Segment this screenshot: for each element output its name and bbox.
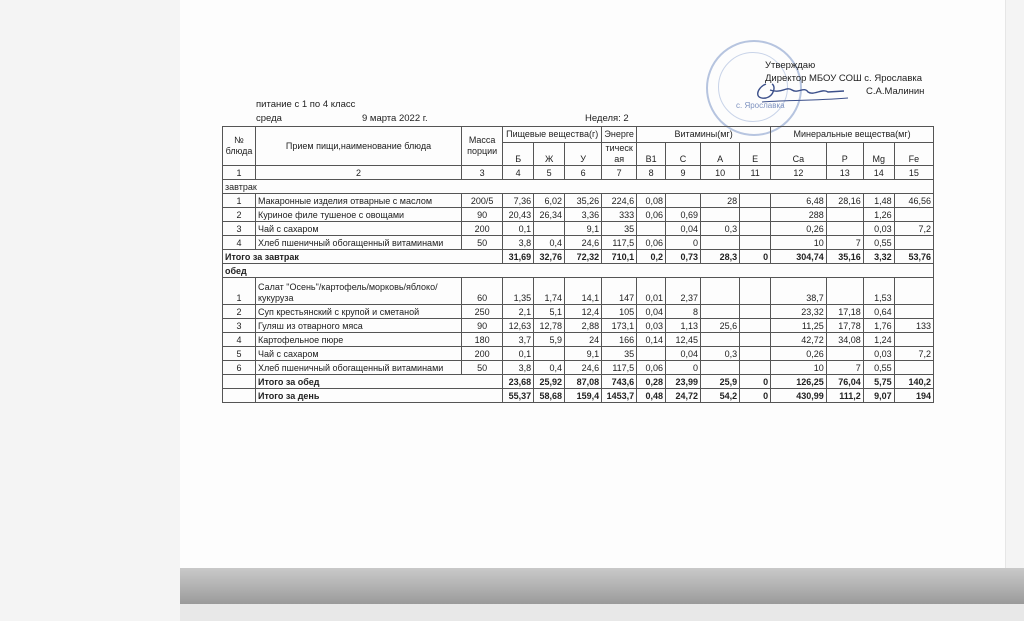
cell-ca: 288	[771, 208, 827, 222]
cell-name: Суп крестьянский с крупой и сметаной	[255, 305, 461, 319]
stamp-text: с. Ярославка	[736, 101, 785, 110]
col-number: 7	[602, 166, 637, 180]
cell-fe: 7,2	[894, 347, 933, 361]
cell-c: 0,69	[666, 208, 701, 222]
table-row	[223, 278, 934, 305]
menu-week: Неделя: 2	[585, 113, 629, 124]
cell-mass: 200	[462, 347, 503, 361]
cell-b1: 0,01	[637, 278, 666, 305]
cell-b1: 0,04	[637, 305, 666, 319]
sub-p: P	[826, 143, 863, 166]
col-number: 3	[462, 166, 503, 180]
cell-e	[740, 305, 771, 319]
col-number: 10	[701, 166, 740, 180]
cell-name: Хлеб пшеничный обогащенный витаминами	[255, 361, 461, 375]
approval-title: Утверждаю	[765, 60, 816, 71]
scanner-edge-lower	[180, 604, 1024, 621]
cell-ca: 0,26	[771, 347, 827, 361]
cell-mg: 0,55	[863, 361, 894, 375]
section-title-breakfast: завтрак	[223, 180, 934, 194]
approval-name: С.А.Малинин	[866, 86, 925, 97]
cell-n: 6	[223, 361, 256, 375]
cell-b: 3,8	[503, 361, 534, 375]
cell-a	[701, 208, 740, 222]
sub-b1: B1	[637, 143, 666, 166]
total-fe: 140,2	[894, 375, 933, 389]
cell-u: 14,1	[565, 278, 602, 305]
col-number: 5	[534, 166, 565, 180]
cell-b: 7,36	[503, 194, 534, 208]
total-p: 35,16	[826, 250, 863, 264]
breakfast-total-row	[223, 250, 934, 264]
cell-mg: 0,03	[863, 222, 894, 236]
total-mg: 3,32	[863, 250, 894, 264]
cell-p: 28,16	[826, 194, 863, 208]
cell-e	[740, 208, 771, 222]
cell-zh: 0,4	[534, 236, 565, 250]
sub-mg: Mg	[863, 143, 894, 166]
cell-mass: 200	[462, 222, 503, 236]
cell-name: Гуляш из отварного мяса	[255, 319, 461, 333]
cell-zh: 6,02	[534, 194, 565, 208]
total-c: 24,72	[666, 389, 701, 403]
cell-name: Чай с сахаром	[255, 222, 461, 236]
section-lunch-row	[223, 264, 934, 278]
cell-b1: 0,06	[637, 208, 666, 222]
cell-name: Картофельное пюре	[255, 333, 461, 347]
cell-ca: 38,7	[771, 278, 827, 305]
cell-mass: 50	[462, 361, 503, 375]
menu-table	[222, 126, 934, 403]
cell-n: 3	[223, 319, 256, 333]
cell-mg: 0,03	[863, 347, 894, 361]
cell-fe: 46,56	[894, 194, 933, 208]
cell-b: 0,1	[503, 222, 534, 236]
total-c: 0,73	[666, 250, 701, 264]
table-row	[223, 319, 934, 333]
total-u: 159,4	[565, 389, 602, 403]
header-energy-top: Энерге	[602, 127, 637, 143]
cell-zh: 12,78	[534, 319, 565, 333]
total-zh: 58,68	[534, 389, 565, 403]
cell-a	[701, 278, 740, 305]
sub-u: У	[565, 143, 602, 166]
menu-day: среда	[256, 113, 282, 124]
menu-date: 9 марта 2022 г.	[362, 113, 428, 124]
total-b: 31,69	[503, 250, 534, 264]
total-zh: 32,76	[534, 250, 565, 264]
approval-position: Директор МБОУ СОШ с. Ярославка	[765, 73, 923, 84]
cell-e	[740, 222, 771, 236]
cell-e	[740, 333, 771, 347]
cell-mass: 90	[462, 208, 503, 222]
cell-c: 1,13	[666, 319, 701, 333]
cell-p: 7	[826, 361, 863, 375]
cell-mg: 1,48	[863, 194, 894, 208]
cell-fe	[894, 333, 933, 347]
table-header-row	[223, 127, 934, 143]
header-num: № блюда	[223, 127, 256, 166]
cell-n: 5	[223, 347, 256, 361]
table-row	[223, 236, 934, 250]
menu-subtitle: питание с 1 по 4 класс	[256, 99, 356, 110]
cell-b: 3,8	[503, 236, 534, 250]
total-a: 54,2	[701, 389, 740, 403]
col-number: 2	[255, 166, 461, 180]
cell-n: 2	[223, 208, 256, 222]
cell-c: 2,37	[666, 278, 701, 305]
cell-b1: 0,03	[637, 319, 666, 333]
section-title-lunch: обед	[223, 264, 934, 278]
lunch-rows	[223, 278, 934, 375]
sub-c: C	[666, 143, 701, 166]
sub-a: A	[701, 143, 740, 166]
cell-en: 224,6	[602, 194, 637, 208]
cell-a: 25,6	[701, 319, 740, 333]
total-b: 55,37	[503, 389, 534, 403]
cell-c: 0,04	[666, 347, 701, 361]
cell-u: 24	[565, 333, 602, 347]
total-ca: 430,99	[771, 389, 827, 403]
cell-c: 0	[666, 236, 701, 250]
cell-ca: 23,32	[771, 305, 827, 319]
cell-en: 166	[602, 333, 637, 347]
cell-e	[740, 236, 771, 250]
sub-zh: Ж	[534, 143, 565, 166]
cell-p	[826, 222, 863, 236]
header-nutrients: Пищевые вещества(г)	[503, 127, 602, 143]
cell-name: Куриное филе тушеное с овощами	[255, 208, 461, 222]
cell-en: 173,1	[602, 319, 637, 333]
header-energy: тическ ая	[602, 143, 637, 166]
total-b: 23,68	[503, 375, 534, 389]
cell-n: 4	[223, 333, 256, 347]
cell-b: 1,35	[503, 278, 534, 305]
col-number: 12	[771, 166, 827, 180]
total-en: 710,1	[602, 250, 637, 264]
total-u: 87,08	[565, 375, 602, 389]
cell-mass: 50	[462, 236, 503, 250]
cell-zh: 1,74	[534, 278, 565, 305]
total-e: 0	[740, 250, 771, 264]
cell-fe	[894, 305, 933, 319]
cell-n: 1	[223, 278, 256, 305]
cell-n: 4	[223, 236, 256, 250]
cell-en: 117,5	[602, 236, 637, 250]
cell-b: 0,1	[503, 347, 534, 361]
cell-mass: 200/5	[462, 194, 503, 208]
cell-u: 9,1	[565, 222, 602, 236]
breakfast-rows	[223, 194, 934, 250]
cell-name: Салат "Осень"/картофель/морковь/яблоко/ кукуруза	[255, 278, 461, 305]
cell-p: 17,78	[826, 319, 863, 333]
cell-en: 147	[602, 278, 637, 305]
cell-e	[740, 194, 771, 208]
cell-name: Хлеб пшеничный обогащенный витаминами	[255, 236, 461, 250]
total-b1: 0,28	[637, 375, 666, 389]
total-label: Итого за завтрак	[223, 250, 503, 264]
sub-b: Б	[503, 143, 534, 166]
cell-zh: 26,34	[534, 208, 565, 222]
cell-e	[740, 278, 771, 305]
total-b1: 0,2	[637, 250, 666, 264]
cell-e	[740, 347, 771, 361]
cell-fe	[894, 208, 933, 222]
cell-blank	[223, 389, 256, 403]
cell-fe: 7,2	[894, 222, 933, 236]
col-number: 13	[826, 166, 863, 180]
day-total-row	[223, 389, 934, 403]
col-number: 6	[565, 166, 602, 180]
total-e: 0	[740, 375, 771, 389]
cell-ca: 6,48	[771, 194, 827, 208]
cell-b1	[637, 222, 666, 236]
total-u: 72,32	[565, 250, 602, 264]
total-ca: 126,25	[771, 375, 827, 389]
cell-fe: 133	[894, 319, 933, 333]
lunch-total-row	[223, 375, 934, 389]
total-b1: 0,48	[637, 389, 666, 403]
cell-en: 117,5	[602, 361, 637, 375]
cell-p	[826, 278, 863, 305]
cell-b1	[637, 347, 666, 361]
total-e: 0	[740, 389, 771, 403]
total-label: Итого за день	[255, 389, 502, 403]
cell-en: 35	[602, 347, 637, 361]
cell-u: 24,6	[565, 361, 602, 375]
cell-p	[826, 347, 863, 361]
column-number-row	[223, 166, 934, 180]
cell-fe	[894, 278, 933, 305]
cell-zh	[534, 347, 565, 361]
total-fe: 194	[894, 389, 933, 403]
cell-b1: 0,06	[637, 236, 666, 250]
sub-ca: Ca	[771, 143, 827, 166]
table-row	[223, 208, 934, 222]
cell-p: 7	[826, 236, 863, 250]
cell-a: 0,3	[701, 222, 740, 236]
col-number: 4	[503, 166, 534, 180]
cell-ca: 10	[771, 236, 827, 250]
cell-a	[701, 236, 740, 250]
col-number: 11	[740, 166, 771, 180]
section-breakfast-row	[223, 180, 934, 194]
total-ca: 304,74	[771, 250, 827, 264]
cell-name: Макаронные изделия отварные с маслом	[255, 194, 461, 208]
total-label: Итого за обед	[255, 375, 502, 389]
cell-p: 34,08	[826, 333, 863, 347]
total-en: 743,6	[602, 375, 637, 389]
table-row	[223, 361, 934, 375]
cell-a	[701, 305, 740, 319]
cell-n: 1	[223, 194, 256, 208]
cell-c: 0	[666, 361, 701, 375]
cell-blank	[223, 375, 256, 389]
cell-mass: 250	[462, 305, 503, 319]
header-mass: Масса порции	[462, 127, 503, 166]
cell-u: 2,88	[565, 319, 602, 333]
cell-e	[740, 361, 771, 375]
cell-b: 2,1	[503, 305, 534, 319]
cell-mass: 180	[462, 333, 503, 347]
cell-a	[701, 361, 740, 375]
cell-e	[740, 319, 771, 333]
cell-ca: 42,72	[771, 333, 827, 347]
header-name: Прием пищи,наименование блюда	[255, 127, 461, 166]
cell-b1: 0,08	[637, 194, 666, 208]
cell-u: 3,36	[565, 208, 602, 222]
cell-c: 12,45	[666, 333, 701, 347]
cell-b1: 0,14	[637, 333, 666, 347]
total-mg: 5,75	[863, 375, 894, 389]
total-p: 111,2	[826, 389, 863, 403]
header-vitamins: Витамины(мг)	[637, 127, 771, 143]
cell-mg: 0,55	[863, 236, 894, 250]
total-en: 1453,7	[602, 389, 637, 403]
cell-name: Чай с сахаром	[255, 347, 461, 361]
cell-ca: 10	[771, 361, 827, 375]
cell-ca: 11,25	[771, 319, 827, 333]
cell-n: 3	[223, 222, 256, 236]
cell-mg: 1,24	[863, 333, 894, 347]
cell-u: 12,4	[565, 305, 602, 319]
cell-mg: 0,64	[863, 305, 894, 319]
table-row	[223, 305, 934, 319]
col-number: 9	[666, 166, 701, 180]
cell-en: 333	[602, 208, 637, 222]
cell-mg: 1,76	[863, 319, 894, 333]
sub-e: E	[740, 143, 771, 166]
total-zh: 25,92	[534, 375, 565, 389]
table-row	[223, 194, 934, 208]
cell-zh	[534, 222, 565, 236]
header-minerals: Минеральные вещества(мг)	[771, 127, 934, 143]
total-p: 76,04	[826, 375, 863, 389]
cell-fe	[894, 236, 933, 250]
col-number: 14	[863, 166, 894, 180]
cell-a: 28	[701, 194, 740, 208]
cell-ca: 0,26	[771, 222, 827, 236]
cell-u: 35,26	[565, 194, 602, 208]
cell-b: 12,63	[503, 319, 534, 333]
cell-a: 0,3	[701, 347, 740, 361]
cell-u: 9,1	[565, 347, 602, 361]
total-a: 28,3	[701, 250, 740, 264]
cell-mass: 60	[462, 278, 503, 305]
cell-a	[701, 333, 740, 347]
col-number: 15	[894, 166, 933, 180]
col-number: 1	[223, 166, 256, 180]
cell-b: 3,7	[503, 333, 534, 347]
cell-b1: 0,06	[637, 361, 666, 375]
cell-c	[666, 194, 701, 208]
total-a: 25,9	[701, 375, 740, 389]
cell-c: 0,04	[666, 222, 701, 236]
cell-mg: 1,53	[863, 278, 894, 305]
table-row	[223, 222, 934, 236]
cell-en: 35	[602, 222, 637, 236]
cell-en: 105	[602, 305, 637, 319]
cell-zh: 5,9	[534, 333, 565, 347]
total-fe: 53,76	[894, 250, 933, 264]
cell-zh: 5,1	[534, 305, 565, 319]
cell-fe	[894, 361, 933, 375]
total-mg: 9,07	[863, 389, 894, 403]
cell-mass: 90	[462, 319, 503, 333]
cell-zh: 0,4	[534, 361, 565, 375]
col-number: 8	[637, 166, 666, 180]
cell-c: 8	[666, 305, 701, 319]
total-c: 23,99	[666, 375, 701, 389]
sub-fe: Fe	[894, 143, 933, 166]
cell-p: 17,18	[826, 305, 863, 319]
scanner-edge	[180, 568, 1024, 604]
cell-n: 2	[223, 305, 256, 319]
cell-p	[826, 208, 863, 222]
cell-mg: 1,26	[863, 208, 894, 222]
table-row	[223, 333, 934, 347]
cell-b: 20,43	[503, 208, 534, 222]
table-row	[223, 347, 934, 361]
cell-u: 24,6	[565, 236, 602, 250]
